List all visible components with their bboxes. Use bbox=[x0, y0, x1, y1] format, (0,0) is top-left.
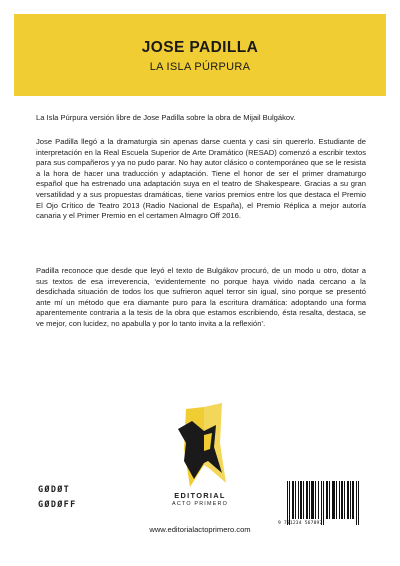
book-title: LA ISLA PÚRPURA bbox=[149, 61, 251, 73]
godoff-series-logo: GØDØFF bbox=[38, 500, 77, 510]
barcode-bars bbox=[287, 481, 359, 525]
barcode-digits: 9 781234 567897 bbox=[278, 521, 323, 526]
quote-paragraph: Padilla reconoce que desde que leyó el texto de Bulgákov procuró, de un modo u otro, dotar a sus textos de esa irreverencia, ‘evidentemente no porque haya vivido nada cercano a la desdichada situación de todos los que sufrieron aquel terror sin igual, sino porque se presentó ante mí un método que era diamante puro para la escritura dramática: adoptando una forma aparentemente contraria a la tesis de la obra que estamos escribiendo, ésta resalta, destaca, se ve mejor, con lucidez, no apabulla y por lo tanto invita a la reflexión’. bbox=[36, 266, 366, 328]
publisher-name: EDITORIAL bbox=[174, 491, 226, 500]
synopsis-paragraph-1: La Isla Púrpura versión libre de Jose Padilla sobre la obra de Mijail Bulgákov. bbox=[36, 113, 296, 122]
author-name: JOSE PADILLA bbox=[141, 39, 259, 56]
publisher-subname: ACTO PRIMERO bbox=[172, 501, 228, 507]
publisher-website: www.editorialactoprimero.com bbox=[149, 525, 251, 534]
author-bio-paragraph: Jose Padilla llegó a la dramaturgia sin apenas darse cuenta y casi sin quererlo. Estudiante de interpretación en la Real Escuela Superior de Arte Dramático (RESAD) comenzó a escribir textos para sus compañeros y ya no pudo parar. No hay autor clásico o contemporáneo que se le resista a la hora de hacer una traducción y adaptación. Tiene el honor de ser el primer dramaturgo español que ha estrenado una adaptación suya en el teatro de Shakespeare. Gracias a su gran versatilidad y a sus propuestas dramáticas, tiene varios premios entre los que destaca el Premio El Ojo Crítico de Teatro 2013 (Radio Nacional de España), el Premio Réplica a mejor autoría canaria y el Primer Premio en el certamen Almagro Off 2016. bbox=[36, 137, 366, 221]
godot-series-logo: GØDØT bbox=[38, 485, 71, 495]
theater-mask-emblem-icon bbox=[174, 403, 226, 487]
